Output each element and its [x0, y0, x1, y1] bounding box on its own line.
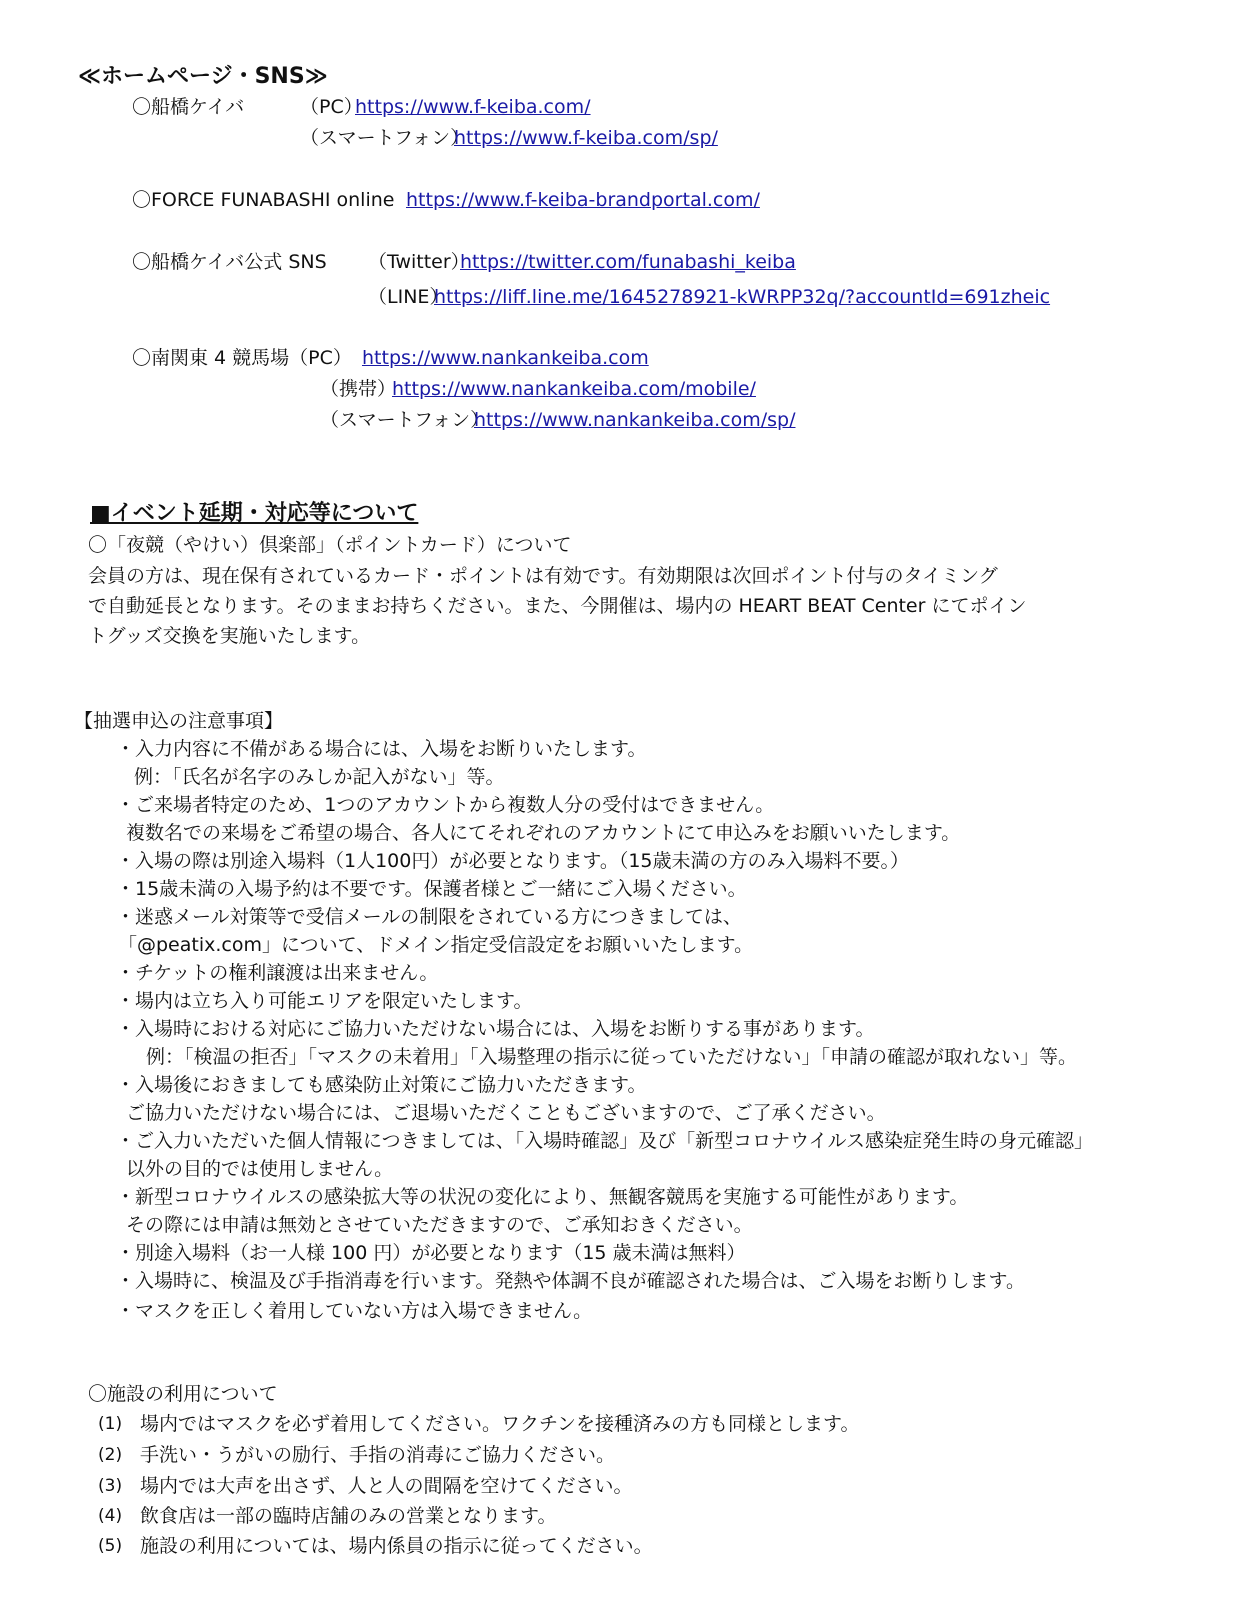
facility-item-text: 手洗い・うがいの励行、手指の消毒にご協力ください。 [140, 1444, 616, 1466]
facility-item-text: 場内では大声を出さず、人と人の間隔を空けてください。 [140, 1475, 633, 1497]
official-sns-label: 〇船橋ケイバ公式 SNS [132, 251, 327, 273]
facility-item-number: (2) [98, 1445, 123, 1465]
lottery-line: 以外の目的では使用しません。 [126, 1158, 394, 1180]
lottery-line: ・入力内容に不備がある場合には、入場をお断りいたします。 [116, 738, 647, 760]
event-line: で自動延長となります。そのままお持ちください。また、今開催は、場内の HEART BEAT Center にてポイン [88, 595, 1027, 617]
lottery-line: ・別途入場料（お一人様 100 円）が必要となります（15 歳未満は無料） [116, 1242, 746, 1264]
lottery-line: ・入場時に、検温及び手指消毒を行います。発熱や体調不良が確認された場合は、ご入場をお断りします。 [116, 1270, 1025, 1292]
lottery-line: ・15歳未満の入場予約は不要です。保護者様とご一緒にご入場ください。 [116, 878, 747, 900]
nankan-sp-label: （スマートフォン） [320, 409, 490, 431]
force-label: 〇FORCE FUNABASHI online [132, 189, 395, 211]
funabashi-pc-link[interactable]: https://www.f-keiba.com/ [355, 96, 591, 118]
line-link[interactable]: https://liff.line.me/1645278921-kWRPP32q/?accountId=691zheic [434, 286, 1051, 308]
event-line: トグッズ交換を実施いたします。 [88, 625, 371, 647]
force-link[interactable]: https://www.f-keiba-brandportal.com/ [406, 189, 760, 211]
lottery-line: ・場内は立ち入り可能エリアを限定いたします。 [116, 990, 533, 1012]
club-heading: 〇「夜競（やけい）倶楽部」（ポイントカード）について [88, 534, 572, 556]
facility-item-text: 場内ではマスクを必ず着用してください。ワクチンを接種済みの方も同様とします。 [140, 1413, 860, 1435]
funabashi-label: 〇船橋ケイバ [132, 96, 245, 118]
lottery-line: ・新型コロナウイルスの感染拡大等の状況の変化により、無観客競馬を実施する可能性があります。 [116, 1186, 969, 1208]
lottery-line: 例：「氏名が名字のみしか記入がない」等。 [134, 766, 505, 788]
funabashi-sp-link[interactable]: https://www.f-keiba.com/sp/ [454, 127, 718, 149]
facility-item-number: (3) [98, 1476, 123, 1496]
facility-item-number: (4) [98, 1506, 123, 1526]
twitter-label: （Twitter） [368, 251, 470, 273]
lottery-line: その際には申請は無効とさせていただきますので、ご承知おきください。 [126, 1214, 753, 1236]
facility-item-number: (5) [98, 1536, 123, 1556]
funabashi-pc-label: （PC） [300, 96, 363, 118]
nankan-sp-link[interactable]: https://www.nankankeiba.com/sp/ [474, 409, 796, 431]
lottery-line: ・入場時における対応にご協力いただけない場合には、入場をお断りする事があります。 [116, 1018, 875, 1040]
lottery-heading: 【抽選申込の注意事項】 [74, 710, 284, 732]
facility-item-text: 施設の利用については、場内係員の指示に従ってください。 [140, 1535, 653, 1557]
sns-heading: ≪ホームページ・SNS≫ [78, 64, 328, 89]
facility-item-number: (1) [98, 1414, 123, 1434]
lottery-line: ・入場の際は別途入場料（1人100円）が必要となります。（15歳未満の方のみ入場料不要。） [116, 850, 910, 872]
line-label: （LINE） [368, 286, 449, 308]
lottery-line: ・チケットの権利譲渡は出来ません。 [116, 962, 439, 984]
lottery-line: 例：「検温の拒否」「マスクの未着用」「入場整理の指示に従っていただけない」「申請の確認が取れない」等。 [146, 1046, 1078, 1068]
event-line: 会員の方は、現在保有されているカード・ポイントは有効です。有効期限は次回ポイント付与のタイミング [88, 565, 998, 587]
nankan-mobile-label: （携帯） [320, 378, 397, 400]
twitter-link[interactable]: https://twitter.com/funabashi_keiba [460, 251, 796, 273]
lottery-line: ・入場後におきましても感染防止対策にご協力いただきます。 [116, 1074, 647, 1096]
lottery-line: 複数名での来場をご希望の場合、各人にてそれぞれのアカウントにて申込みをお願いいたします。 [126, 822, 961, 844]
facility-item-text: 飲食店は一部の臨時店舗のみの営業となります。 [140, 1505, 557, 1527]
funabashi-sp-label: （スマートフォン） [300, 127, 470, 149]
lottery-line: ・ご来場者特定のため、1つのアカウントから複数人分の受付はできません。 [116, 794, 775, 816]
nankan-mobile-link[interactable]: https://www.nankankeiba.com/mobile/ [392, 378, 756, 400]
lottery-line: ・ご入力いただいた個人情報につきましては、「入場時確認」及び「新型コロナウイルス感染症発生時の身元確認」 [116, 1130, 1093, 1152]
lottery-line: ・マスクを正しく着用していない方は入場できません。 [116, 1300, 593, 1322]
facility-heading: 〇施設の利用について [88, 1383, 278, 1405]
lottery-line: ご協力いただけない場合には、ご退場いただくこともございますので、ご了承ください。 [126, 1102, 886, 1124]
lottery-line: 「@peatix.com」について、ドメイン指定受信設定をお願いいたします。 [118, 934, 754, 956]
lottery-line: ・迷惑メール対策等で受信メールの制限をされている方につきましては、 [116, 906, 742, 928]
event-heading: ■イベント延期・対応等について [90, 501, 419, 526]
nankan-label: 〇南関東 4 競馬場（PC） [132, 347, 352, 369]
nankan-pc-link[interactable]: https://www.nankankeiba.com [362, 347, 649, 369]
